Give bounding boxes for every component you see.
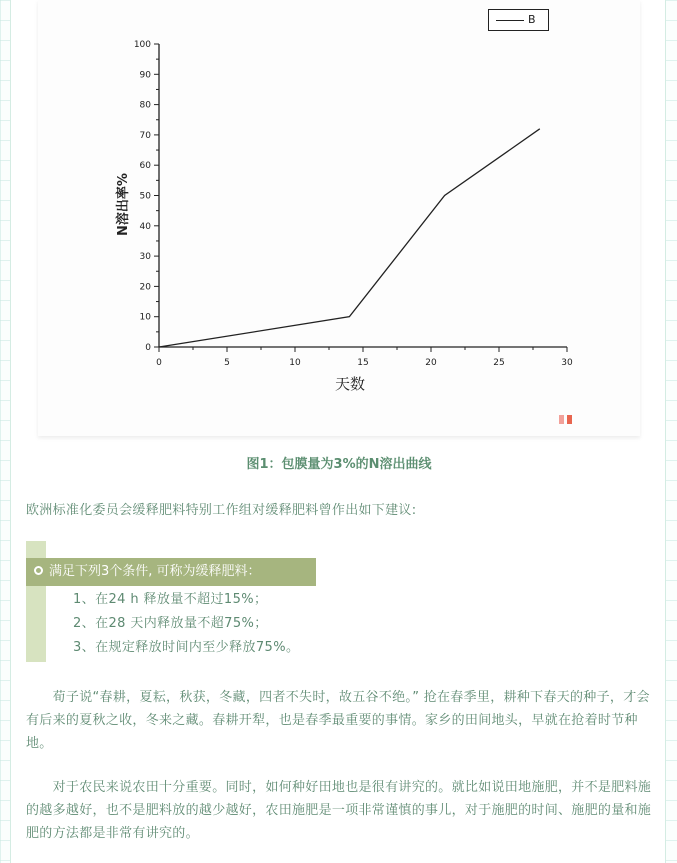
svg-text:90: 90 xyxy=(139,70,151,81)
svg-text:5: 5 xyxy=(224,358,230,368)
svg-text:10: 10 xyxy=(289,358,301,368)
svg-text:0: 0 xyxy=(145,343,151,353)
callout-item: 1、在24 h 释放量不超过15%； xyxy=(73,592,268,607)
svg-text:80: 80 xyxy=(139,100,151,111)
svg-text:25: 25 xyxy=(493,358,505,368)
svg-text:20: 20 xyxy=(425,358,437,368)
chart-figure xyxy=(38,0,640,436)
svg-text:100: 100 xyxy=(133,40,151,50)
callout-header-text: 满足下列3个条件, 可称为缓释肥料： xyxy=(49,564,261,579)
body-paragraph: 对于农民来说农田十分重要。同时，如何种好田地也是很有讲究的。就比如说田地施肥，并不是肥料施的越多越好，也不是肥料放的越少越好，农田施肥是一项非常谨慎的事儿，对于施肥的时间、施肥的量和施肥的方法都是非常有讲究的。 xyxy=(26,780,652,841)
callout-item: 3、在规定释放时间内至少释放75%。 xyxy=(73,640,300,655)
x-axis-label: 天数 xyxy=(335,375,366,393)
chart-legend xyxy=(488,9,549,31)
legend-line-icon xyxy=(496,20,524,21)
callout-header xyxy=(26,558,316,586)
intro-paragraph: 欧洲标准化委员会缓释肥料特别工作组对缓释肥料曾作出如下建议: xyxy=(26,503,417,518)
svg-text:30: 30 xyxy=(561,358,573,368)
body-paragraph: 荀子说“春耕，夏耘，秋获，冬藏，四者不失时，故五谷不绝。” 抢在春季里，耕种下春天的种子，才会有后来的夏秋之收，冬来之藏。春耕开犁，也是春季最重要的事情。家乡的田间地头，早就在抢着时节种地。 xyxy=(26,690,650,751)
article-page xyxy=(10,0,666,863)
callout-list xyxy=(73,588,299,660)
figure-caption: 图1：包膜量为3%的N溶出曲线 xyxy=(246,457,432,472)
svg-text:60: 60 xyxy=(139,161,151,172)
callout-item: 2、在28 天内释放量不超75%； xyxy=(73,616,268,631)
watermark-mark-icon xyxy=(567,415,572,424)
svg-text:30: 30 xyxy=(139,252,151,263)
svg-text:20: 20 xyxy=(139,282,151,293)
svg-text:40: 40 xyxy=(139,221,151,232)
svg-text:50: 50 xyxy=(139,191,151,202)
bullet-circle-icon xyxy=(34,566,43,575)
svg-text:10: 10 xyxy=(139,312,151,323)
svg-text:0: 0 xyxy=(156,358,162,368)
watermark-mark-icon xyxy=(559,415,564,424)
y-axis-label: N溶出率% xyxy=(115,173,131,236)
svg-text:70: 70 xyxy=(139,130,151,141)
legend-label: B xyxy=(528,13,536,26)
svg-text:15: 15 xyxy=(357,358,369,368)
